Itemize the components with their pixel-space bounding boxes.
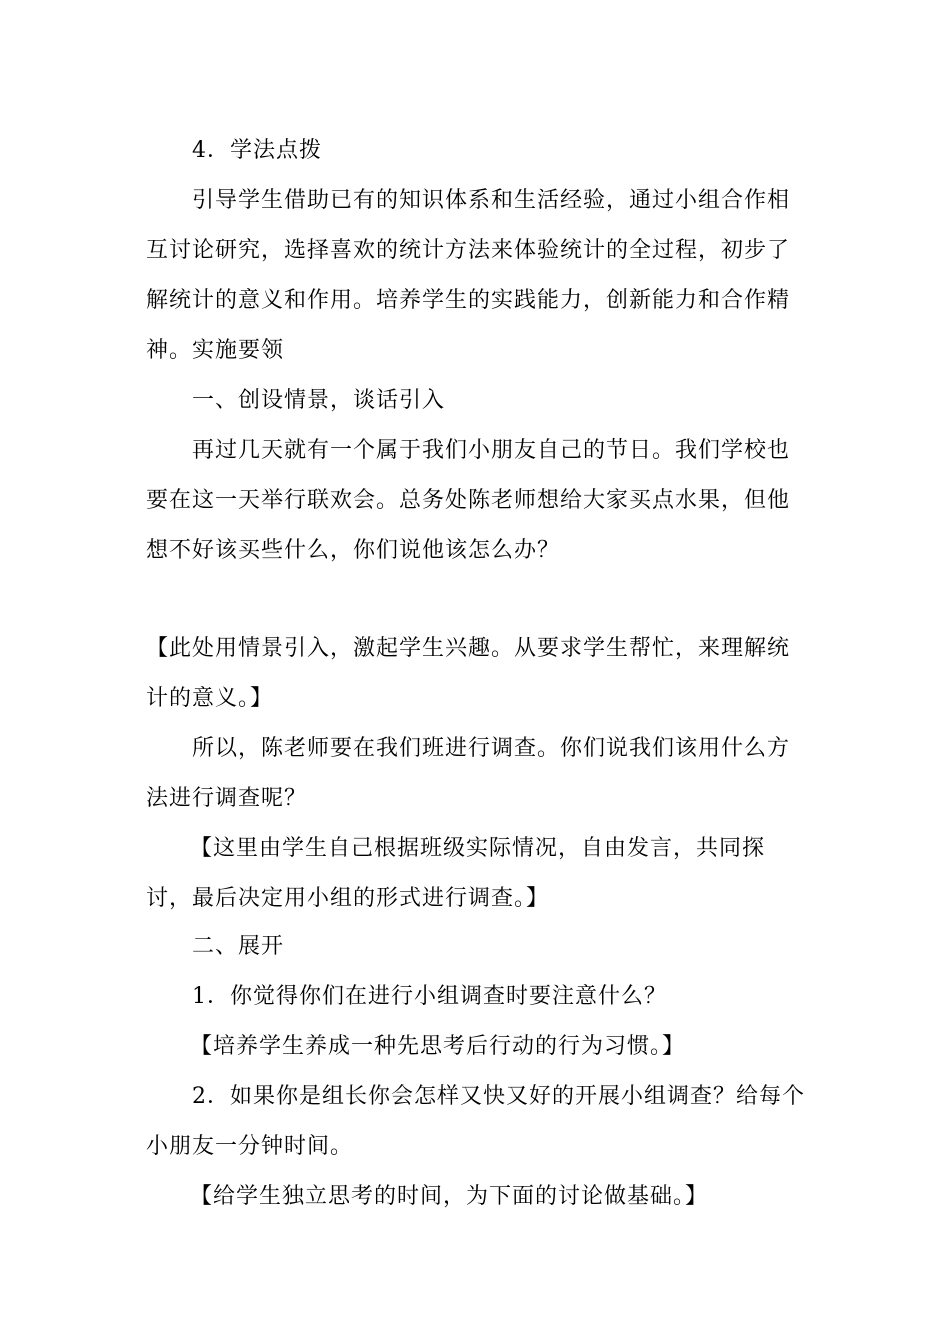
annotation-scenario: 【此处用情景引入，激起学生兴趣。从要求学生帮忙，来理解统计的意义。】 (146, 636, 791, 711)
section-heading-implementation: 实施要领 (192, 338, 285, 363)
paragraph-survey-method: 所以，陈老师要在我们班进行调查。你们说我们该用什么方法进行调查呢？ (146, 736, 791, 811)
question-2: 2．如果你是组长你会怎样又快又好的开展小组调查？给每个小朋友一分钟时间。 (146, 1084, 805, 1159)
section-heading-expand: 二、展开 (192, 934, 285, 959)
question-1: 1．你觉得你们在进行小组调查时要注意什么？ (192, 984, 667, 1009)
annotation-discussion: 【这里由学生自己根据班级实际情况，自由发言，共同探讨，最后决定用小组的形式进行调查。】 (146, 836, 766, 911)
paragraph-study-method-body: 引导学生借助已有的知识体系和生活经验，通过小组合作相互讨论研究，选择喜欢的统计方法来体验统计的全过程，初步了解统计的意义和作用。培养学生的实践能力，创新能力和合作精神。 (146, 188, 791, 363)
annotation-habit: 【培养学生养成一种先思考后行动的行为习惯。】 (190, 1034, 686, 1059)
section-heading-introduction: 一、创设情景，谈话引入 (192, 388, 446, 413)
section-heading-study-method: 4．学法点拨 (192, 138, 322, 163)
annotation-thinking-time: 【给学生独立思考的时间，为下面的讨论做基础。】 (190, 1184, 709, 1209)
paragraph-scenario: 再过几天就有一个属于我们小朋友自己的节日。我们学校也要在这一天举行联欢会。总务处陈老师想给大家买点水果，但他想不好该买些什么，你们说他该怎么办？ (146, 438, 791, 563)
